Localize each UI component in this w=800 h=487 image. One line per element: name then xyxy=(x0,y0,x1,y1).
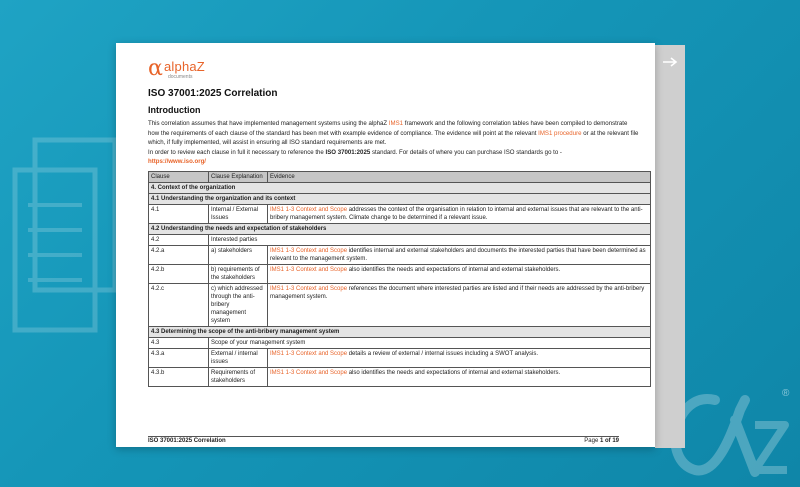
table-row: 4.2.a a) stakeholders IMS1 1-3 Context and Scope identifies internal and external stakeholders and documents the interested parties that have been determined as relevant to the management system. xyxy=(149,246,651,265)
brand-name: alphaZ xyxy=(164,59,205,74)
table-row: 4.2.b b) requirements of the stakeholders IMS1 1-3 Context and Scope also identifies the needs and expectations of internal and external stakeholders. xyxy=(149,265,651,284)
intro-paragraph: This correlation assumes that have implemented management systems using the alphaZ IMS1 framework and the following correlation tables have been compiled to demonstrate how the requirements of each clause of the standard has been met with example evidence of compliance. The evidence will point at the relevant IMS1 procedure or at the relevant file which, if fully implemented, will assist in ensuring all ISO standard requirements are met. In order to review each clause in full it necessary to reference the ISO 37001:2025 standard. For details of where you can purchase ISO standards go to - https://www.iso.org/ xyxy=(148,120,639,166)
registered-mark: ® xyxy=(782,388,790,399)
scrollbar[interactable] xyxy=(655,45,685,448)
table-row: 4.2 Interested parties xyxy=(149,235,651,246)
ims1-procedure-link[interactable]: IMS1 procedure xyxy=(538,129,582,137)
document-icon xyxy=(10,135,120,335)
page-footer xyxy=(148,436,619,444)
evidence-link[interactable]: IMS1 1-3 Context and Scope xyxy=(270,267,348,273)
iso-website-link[interactable]: https://www.iso.org/ xyxy=(148,158,207,166)
section-row: 4.2 Understanding the needs and expectation of stakeholders xyxy=(149,224,651,235)
section-row: 4.1 Understanding the organization and its context xyxy=(149,194,651,205)
page-number: Page 1 of 19 xyxy=(584,438,619,444)
alpha-glyph: α xyxy=(148,56,163,81)
intro-heading: Introduction xyxy=(148,105,201,115)
section-row: 4. Context of the organization xyxy=(149,183,651,194)
table-row: 4.3 Scope of your management system xyxy=(149,338,651,349)
evidence-link[interactable]: IMS1 1-3 Context and Scope xyxy=(270,248,348,254)
footer-title: ISO 37001:2025 Correlation xyxy=(148,438,226,444)
standard-name: ISO 37001:2025 xyxy=(325,148,371,156)
table-row: 4.3.b Requirements of stakeholders IMS1 1-3 Context and Scope also identifies the needs and expectations of internal and external stakeholders. xyxy=(149,368,651,387)
evidence-link[interactable]: IMS1 1-3 Context and Scope xyxy=(270,207,348,213)
page-title: ISO 37001:2025 Correlation xyxy=(148,88,278,99)
brand-logo xyxy=(148,57,228,83)
header-explanation: Clause Explanation xyxy=(209,172,268,183)
header-clause: Clause xyxy=(149,172,209,183)
header-evidence: Evidence xyxy=(268,172,651,183)
brand-tagline: documents xyxy=(168,74,193,80)
correlation-table xyxy=(148,171,651,387)
section-row: 4.3 Determining the scope of the anti-bribery management system xyxy=(149,327,651,338)
document-page xyxy=(116,43,655,447)
table-header-row xyxy=(149,172,651,183)
evidence-link[interactable]: IMS1 1-3 Context and Scope xyxy=(270,351,348,357)
scroll-arrow-icon[interactable] xyxy=(663,57,679,67)
table-row: 4.3.a External / internal issues IMS1 1-3 Context and Scope details a review of external / internal issues including a SWOT analysis. xyxy=(149,349,651,368)
ims1-link[interactable]: IMS1 xyxy=(388,120,404,127)
evidence-link[interactable]: IMS1 1-3 Context and Scope xyxy=(270,286,348,292)
table-row: 4.2.c c) which addressed through the anti-bribery management system IMS1 1-3 Context and Scope references the document where interested parties are listed and if their needs are addressed by the anti-bribery management system. xyxy=(149,284,651,327)
table-row: 4.1 Internal / External Issues IMS1 1-3 Context and Scope addresses the context of the organisation in relation to internal and external issues that are relevant to the anti-bribery management system. Climate change to be determined if a relevant issue. xyxy=(149,205,651,224)
evidence-link[interactable]: IMS1 1-3 Context and Scope xyxy=(270,370,348,376)
